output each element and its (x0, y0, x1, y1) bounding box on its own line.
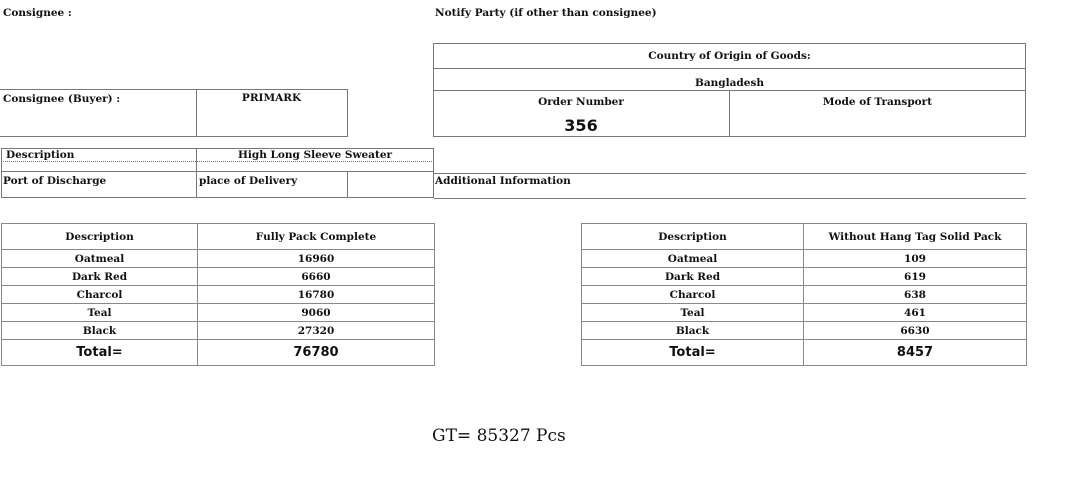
color-cell: Oatmeal (582, 250, 804, 268)
color-cell: Black (582, 322, 804, 340)
port-of-discharge-label: Port of Discharge (3, 175, 107, 187)
total-label: Total= (582, 340, 804, 366)
notify-party-label: Notify Party (if other than consignee) (435, 7, 657, 19)
column-header-solid-pack: Without Hang Tag Solid Pack (804, 224, 1027, 250)
divider (347, 89, 348, 136)
qty-cell: 6660 (198, 268, 435, 286)
fully-pack-table (1, 223, 435, 366)
qty-cell: 109 (804, 250, 1027, 268)
divider (0, 89, 348, 90)
column-header-description: Description (582, 224, 804, 250)
place-of-delivery-label: place of Delivery (199, 175, 298, 187)
qty-cell: 619 (804, 268, 1027, 286)
color-cell: Charcol (582, 286, 804, 304)
qty-cell: 9060 (198, 304, 435, 322)
origin-label: Country of Origin of Goods: (648, 50, 811, 62)
divider (347, 171, 348, 198)
qty-cell: 6630 (804, 322, 1027, 340)
origin-value: Bangladesh (694, 77, 764, 89)
description-value: High Long Sleeve Sweater (237, 149, 393, 161)
divider (0, 136, 348, 137)
color-cell: Dark Red (582, 268, 804, 286)
order-number-label: Order Number (538, 96, 624, 108)
qty-cell: 461 (804, 304, 1027, 322)
column-header-description: Description (2, 224, 198, 250)
without-hang-tag-table (581, 223, 1027, 366)
color-cell: Black (2, 322, 198, 340)
total-value: 76780 (198, 340, 435, 366)
color-cell: Dark Red (2, 268, 198, 286)
total-label: Total= (2, 340, 198, 366)
grand-total: GT= 85327 Pcs (432, 426, 566, 446)
color-cell: Teal (2, 304, 198, 322)
color-cell: Oatmeal (2, 250, 198, 268)
total-value: 8457 (804, 340, 1027, 366)
color-cell: Charcol (2, 286, 198, 304)
color-cell: Teal (582, 304, 804, 322)
qty-cell: 16780 (198, 286, 435, 304)
description-label: Description (6, 149, 75, 161)
qty-cell: 16960 (198, 250, 435, 268)
divider (434, 198, 1026, 199)
consignee-label: Consignee : (3, 7, 72, 19)
order-number-value: 356 (564, 115, 598, 135)
divider (1, 171, 434, 172)
additional-info-label: Additional Information (435, 175, 571, 187)
column-header-fully-pack: Fully Pack Complete (198, 224, 435, 250)
qty-cell: 638 (804, 286, 1027, 304)
divider (433, 68, 1026, 69)
buyer-label: Consignee (Buyer) : (3, 93, 121, 105)
mode-of-transport-label: Mode of Transport (822, 96, 933, 108)
qty-cell: 27320 (198, 322, 435, 340)
divider (434, 173, 1026, 174)
buyer-value: PRIMARK (241, 92, 302, 104)
